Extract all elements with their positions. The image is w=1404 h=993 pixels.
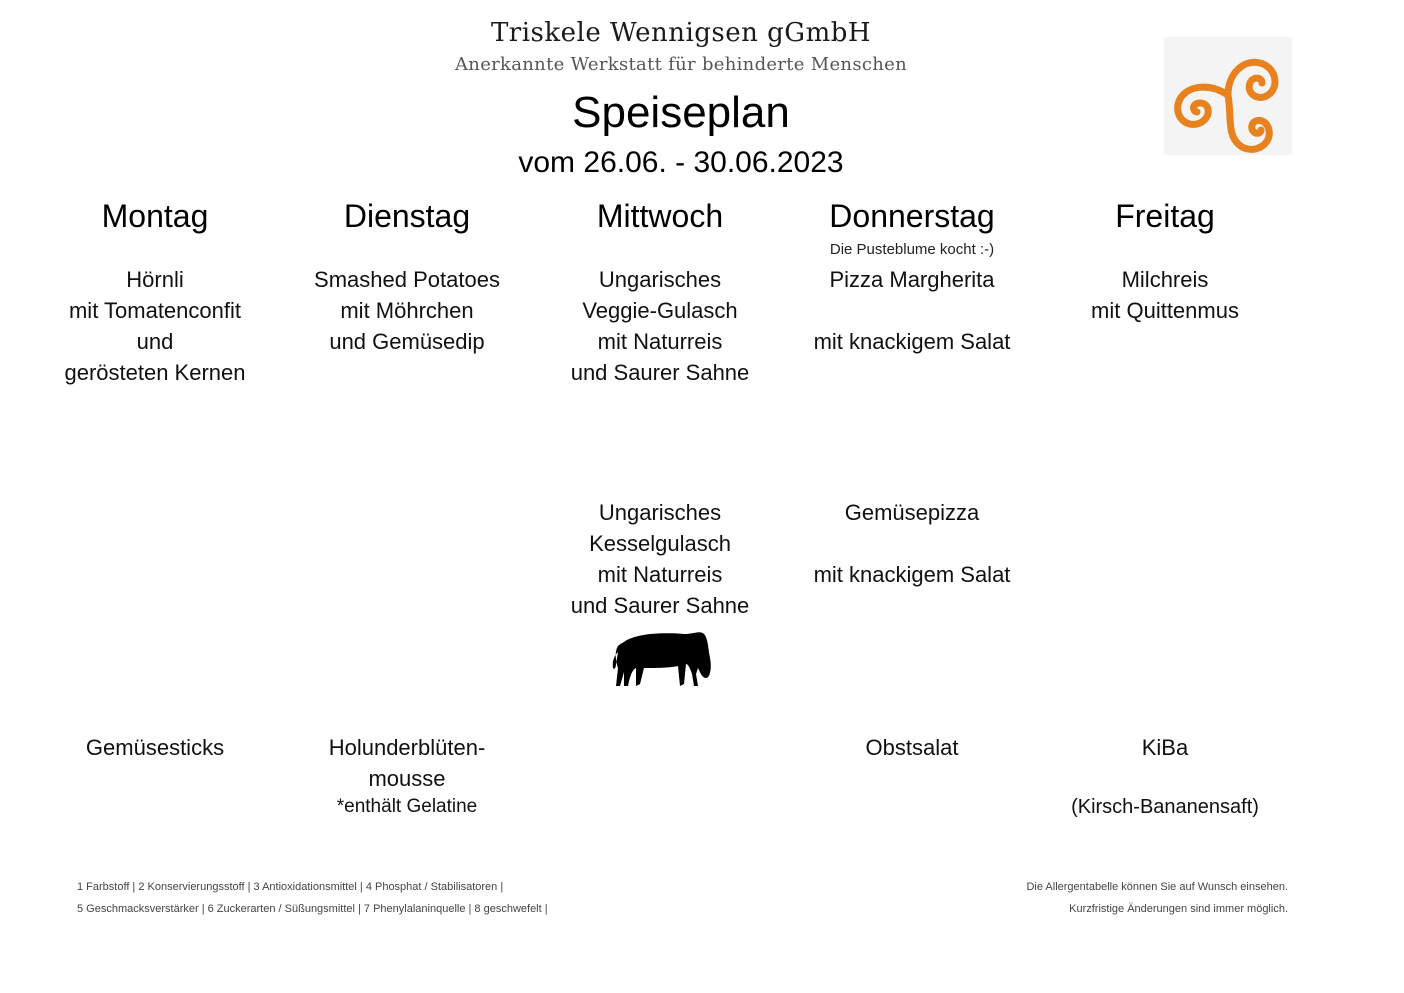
meal-donnerstag-2 [787, 497, 1037, 590]
day-heading-dienstag: Dienstag [343, 198, 471, 234]
meal-line: Smashed Potatoes [314, 267, 500, 292]
meal-line: mit Naturreis [597, 329, 723, 354]
triskele-spiral-icon [1170, 37, 1286, 155]
dessert-line: Holunderblüten- [328, 735, 486, 760]
cow-icon [610, 628, 714, 690]
meal-line: gerösteten Kernen [64, 360, 246, 385]
meal-line: Hörnli [126, 267, 184, 292]
meal-line: Milchreis [1121, 267, 1209, 292]
meal-montag-1 [30, 264, 280, 388]
additives-legend [77, 876, 637, 920]
day-heading-mittwoch: Mittwoch [596, 198, 724, 234]
dessert-line: mousse [368, 766, 446, 791]
meal-line: mit knackigem Salat [813, 329, 1011, 354]
meal-line: Ungarisches [598, 267, 722, 292]
meal-line: und Saurer Sahne [570, 593, 750, 618]
dessert-line: Obstsalat [865, 735, 959, 760]
meal-line: und Saurer Sahne [570, 360, 750, 385]
meal-line: Veggie-Gulasch [582, 298, 738, 323]
day-heading-freitag: Freitag [1115, 198, 1215, 234]
dessert-donnerstag [787, 732, 1037, 763]
meal-mittwoch-1 [535, 264, 785, 388]
logo [1164, 37, 1292, 155]
dessert-note-freitag: (Kirsch-Bananensaft) [1071, 796, 1259, 818]
dessert-note-dienstag: *enthält Gelatine [336, 796, 478, 817]
meal-line: Ungarisches [598, 500, 722, 525]
page-title: Speiseplan [572, 88, 790, 137]
day-heading-donnerstag: Donnerstag [829, 198, 995, 234]
meal-freitag-1 [1040, 264, 1290, 326]
dessert-montag [30, 732, 280, 763]
meal-line: mit Tomatenconfit [68, 298, 241, 323]
meal-line: mit Möhrchen [340, 298, 474, 323]
dessert-freitag [1040, 732, 1290, 763]
additives-line: 1 Farbstoff | 2 Konservierungsstoff | 3 Antioxidationsmittel | 4 Phosphat / Stabilisatoren | [77, 881, 504, 893]
company-name: Triskele Wennigsen gGmbH [490, 18, 872, 48]
meal-line: mit knackigem Salat [813, 562, 1011, 587]
meal-line: und [136, 329, 174, 354]
meal-line: Pizza Margherita [829, 267, 995, 292]
notice [888, 876, 1288, 920]
date-range: vom 26.06. - 30.06.2023 [518, 146, 844, 179]
company-subtitle: Anerkannte Werkstatt für behinderte Menschen [455, 54, 907, 75]
day-note-donnerstag: Die Pusteblume kocht :-) [829, 241, 995, 258]
dessert-line: KiBa [1141, 735, 1189, 760]
day-heading-montag: Montag [101, 198, 209, 234]
meal-line: Kesselgulasch [589, 531, 731, 556]
dessert-line: Gemüsesticks [85, 735, 225, 760]
meal-line [787, 528, 1037, 559]
meal-line: und Gemüsedip [329, 329, 485, 354]
meal-line: mit Quittenmus [1091, 298, 1239, 323]
notice-line: Kurzfristige Änderungen sind immer möglich. [1069, 903, 1288, 915]
meal-donnerstag-1 [787, 264, 1037, 357]
meal-dienstag-1 [282, 264, 532, 357]
meal-mittwoch-2 [535, 497, 785, 621]
meal-line: mit Naturreis [597, 562, 723, 587]
dessert-dienstag [282, 732, 532, 794]
notice-line: Die Allergentabelle können Sie auf Wunsch einsehen. [1026, 881, 1288, 893]
meal-line: Gemüsepizza [844, 500, 980, 525]
meal-line [787, 295, 1037, 326]
additives-line: 5 Geschmacksverstärker | 6 Zuckerarten / Süßungsmittel | 7 Phenylalaninquelle | 8 geschwefelt | [77, 903, 548, 915]
